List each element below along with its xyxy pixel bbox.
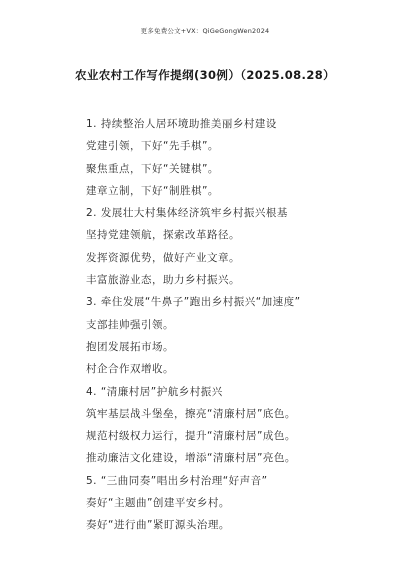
body-line: 抱团发展拓市场。 bbox=[86, 340, 174, 353]
section-heading-3: 3. 牵住发展“牛鼻子”跑出乡村振兴“加速度” bbox=[86, 296, 301, 309]
section-heading-4: 4. “清廉村居”护航乡村振兴 bbox=[86, 385, 223, 398]
document-title: 农业农村工作写作提纲(30例）（2025.08.28） bbox=[74, 68, 336, 82]
body-line: 奏好“进行曲”紧盯源头治理。 bbox=[86, 519, 230, 532]
body-line: 党建引领，下好“先手棋”。 bbox=[86, 140, 219, 153]
body-line: 建章立制，下好“制胜棋”。 bbox=[86, 184, 219, 197]
body-line: 推动廉洁文化建设，增添“清廉村居”亮色。 bbox=[86, 452, 296, 465]
document-body bbox=[86, 113, 386, 537]
body-line: 坚持党建领航，探索改革路径。 bbox=[86, 229, 240, 242]
body-line: 支部挂帅强引领。 bbox=[86, 318, 174, 331]
section-heading-1: 1. 持续整治人居环境助推美丽乡村建设 bbox=[86, 118, 277, 130]
body-line: 聚焦重点，下好“关键棋”。 bbox=[86, 162, 219, 175]
body-line: 发挥资源优势，做好产业文章。 bbox=[86, 251, 240, 264]
body-line: 规范村级权力运行，提升“清廉村居”成色。 bbox=[86, 430, 296, 443]
section-heading-2: 2. 发展壮大村集体经济筑牢乡村振兴根基 bbox=[86, 207, 288, 220]
body-line: 丰富旅游业态，助力乡村振兴。 bbox=[86, 274, 240, 287]
body-line: 村企合作双增收。 bbox=[86, 363, 174, 376]
section-heading-5: 5. “三曲同奏”唱出乡村治理“好声音” bbox=[86, 474, 268, 487]
header-note: 更多免费公文+VX：QiGeGongWen2024 bbox=[140, 27, 270, 35]
body-line: 奏好“主题曲”创建平安乡村。 bbox=[86, 497, 230, 510]
body-line: 筑牢基层战斗堡垒，擦亮“清廉村居”底色。 bbox=[86, 407, 296, 420]
